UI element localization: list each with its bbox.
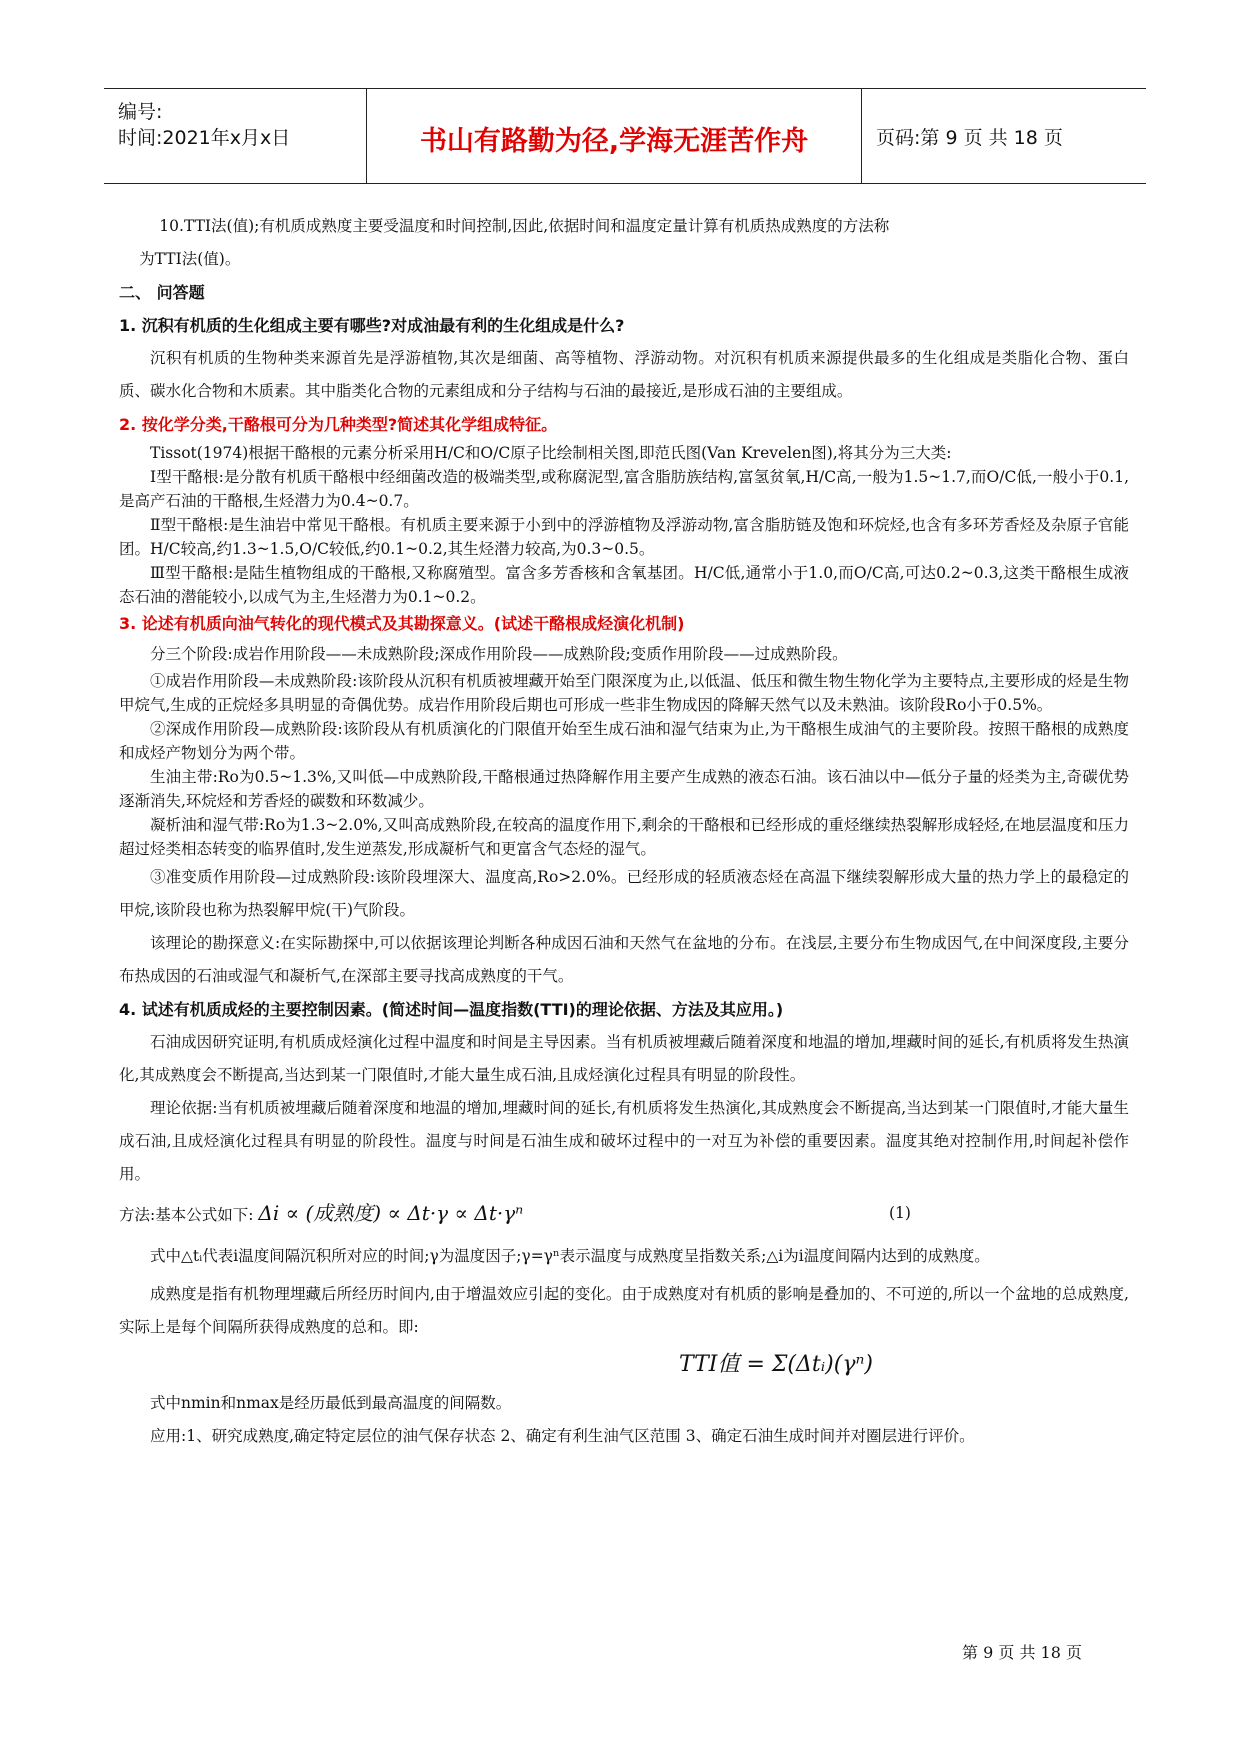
answer-3-intro: 分三个阶段:成岩作用阶段——未成熟阶段;深成作用阶段——成熟阶段;变质作用阶段——过成熟阶段。 xyxy=(150,645,848,663)
section-heading: 二、 问答题 xyxy=(119,283,205,302)
question-3: 3. 论述有机质向油气转化的现代模式及其勘探意义。(试述干酪根成烃演化机制) xyxy=(119,614,685,633)
applications: 应用:1、研究成熟度,确定特定层位的油气保存状态 2、确定有利生油气区范围 3、确定石油生成时间并对圈层进行评价。 xyxy=(150,1427,975,1445)
condensate-wet-gas-zone: 凝析油和湿气带:Ro为1.3~2.0%,又叫高成熟阶段,在较高的温度作用下,剩余的干酪根和已经形成的重烃继续热裂解形成轻烃,在地层温度和压力超过烃类相态转变的临界值时,发生逆蒸发,形成凝析气和更富含气态烃的湿气。 xyxy=(119,816,1129,858)
document-body xyxy=(119,210,1129,1453)
kerogen-type-3: Ⅲ型干酪根:是陆生植物组成的干酪根,又称腐殖型。富含多芳香核和含氧基团。H/C低,通常小于1.0,而O/C高,可达0.2~0.3,这类干酪根生成液态石油的潜能较小,以成气为主,生烃潜力为0.1~0.2。 xyxy=(119,564,1129,606)
tti-sum-formula-line xyxy=(119,1348,1129,1383)
tti-basic-formula: Δi ∝ (成熟度) ∝ Δt·γ ∝ Δt·γⁿ xyxy=(258,1201,524,1225)
stage-diagenesis: ①成岩作用阶段—未成熟阶段:该阶段从沉积有机质被埋藏开始至门限深度为止,以低温、低压和微生物生物化学为主要特点,主要形成的烃是生物甲烷气,生成的正烷烃多具明显的奇偶优势。成岩作用阶段后期也可形成一些非生物成因的降解天然气以及未熟油。该阶段Ro小于0.5%。 xyxy=(119,672,1129,714)
header-page-cell xyxy=(862,89,1146,183)
answer-2-intro: Tissot(1974)根据干酪根的元素分析采用H/C和O/C原子比绘制相关图,即范氏图(Van Krevelen图),将其分为三大类: xyxy=(150,444,952,462)
page-footer: 第 9 页 共 18 页 xyxy=(962,1643,1082,1662)
answer-3-stages xyxy=(119,669,1129,861)
tti-definition-line1: 10.TTI法(值);有机质成熟度主要受温度和时间控制,因此,依据时间和温度定量计算有机质热成熟度的方法称 xyxy=(159,217,890,235)
stage-metagenesis: ③准变质作用阶段—过成熟阶段:该阶段埋深大、温度高,Ro>2.0%。已经形成的轻质液态烃在高温下继续裂解形成大量的热力学上的最稳定的甲烷,该阶段也称为热裂解甲烷(干)气阶段。 xyxy=(119,868,1129,919)
method-label: 方法:基本公式如下: xyxy=(119,1206,254,1224)
header-motto: 书山有路勤为径,学海无涯苦作舟 xyxy=(419,126,809,157)
method-formula-line xyxy=(119,1197,1129,1232)
maturity-definition: 成熟度是指有机物理埋藏后所经历时间内,由于增温效应引起的变化。由于成熟度对有机质的影响是叠加的、不可逆的,所以一个盆地的总成熟度,实际上是每个间隔所获得成熟度的总和。即: xyxy=(119,1285,1129,1336)
header-page-number: 页码:第 9 页 共 18 页 xyxy=(876,127,1063,149)
header-motto-cell xyxy=(367,89,862,183)
interval-explanation: 式中nmin和nmax是经历最低到最高温度的间隔数。 xyxy=(150,1394,512,1412)
kerogen-type-2: Ⅱ型干酪根:是生油岩中常见干酪根。有机质主要来源于小到中的浮游植物及浮游动物,富含脂肪链及饱和环烷烃,也含有多环芳香烃及杂原子官能团。H/C较高,约1.3~1.5,O/C较低,约0.1~0.2,其生烃潜力较高,为0.3~0.5。 xyxy=(119,516,1129,558)
tti-sum-formula: TTI值 = Σ(Δtᵢ)(γⁿ) xyxy=(679,1352,873,1377)
oil-window-zone: 生油主带:Ro为0.5~1.3%,又叫低—中成熟阶段,干酪根通过热降解作用主要产生成熟的液态石油。该石油以中—低分子量的烃类为主,奇碳优势逐渐消失,环烷烃和芳香烃的碳数和环数减少。 xyxy=(119,768,1129,810)
answer-4-theory: 理论依据:当有机质被埋藏后随着深度和地温的增加,埋藏时间的延长,有机质将发生热演化,其成熟度会不断提高,当达到某一门限值时,才能大量生成石油,且成烃演化过程具有明显的阶段性。温度与时间是石油生成和破坏过程中的一对互为补偿的重要因素。温度其绝对控制作用,时间起补偿作用。 xyxy=(119,1099,1129,1183)
question-4: 4. 试述有机质成烃的主要控制因素。(简述时间—温度指数(TTI)的理论依据、方法及其应用。) xyxy=(119,1000,784,1019)
answer-1: 沉积有机质的生物种类来源首先是浮游植物,其次是细菌、高等植物、浮游动物。对沉积有机质来源提供最多的生化组成是类脂化合物、蛋白质、碳水化合物和木质素。其中脂类化合物的元素组成和分子结构与石油的最接近,是形成石油的主要组成。 xyxy=(119,349,1129,400)
equation-number: (1) xyxy=(889,1204,911,1222)
kerogen-type-1: Ⅰ型干酪根:是分散有机质干酪根中经细菌改造的极端类型,或称腐泥型,富含脂肪族结构,富氢贫氧,H/C高,一般为1.5~1.7,而O/C低,一般小于0.1,是高产石油的干酪根,生烃潜力为0.4~0.7。 xyxy=(119,468,1129,510)
formula-explanation: 式中△tᵢ代表i温度间隔沉积所对应的时间;γ为温度因子;γ=γⁿ表示温度与成熟度呈指数关系;△i为i温度间隔内达到的成熟度。 xyxy=(150,1247,990,1265)
page-header xyxy=(104,88,1146,184)
answer-4-para1: 石油成因研究证明,有机质成烃演化过程中温度和时间是主导因素。当有机质被埋藏后随着深度和地温的增加,埋藏时间的延长,有机质将发生热演化,其成熟度会不断提高,当达到某一门限值时,才能大量生成石油,且成烃演化过程具有明显的阶段性。 xyxy=(119,1033,1129,1084)
exploration-significance: 该理论的勘探意义:在实际勘探中,可以依据该理论判断各种成因石油和天然气在盆地的分布。在浅层,主要分布生物成因气,在中间深度段,主要分布热成因的石油或湿气和凝析气,在深部主要寻找高成熟度的干气。 xyxy=(119,934,1129,985)
tti-definition-line2: 为TTI法(值)。 xyxy=(139,250,241,268)
document-number-label: 编号: xyxy=(118,101,163,123)
header-meta-cell xyxy=(104,89,367,183)
answer-2 xyxy=(119,441,1129,609)
stage-catagenesis: ②深成作用阶段—成熟阶段:该阶段从有机质演化的门限值开始至生成石油和湿气结束为止,为干酪根生成油气的主要阶段。按照干酪根的成熟度和成烃产物划分为两个带。 xyxy=(119,720,1129,762)
question-1: 1. 沉积有机质的生化组成主要有哪些?对成油最有利的生化组成是什么? xyxy=(119,316,625,335)
document-time-label: 时间:2021年x月x日 xyxy=(118,127,291,149)
question-2: 2. 按化学分类,干酪根可分为几种类型?简述其化学组成特征。 xyxy=(119,415,558,434)
